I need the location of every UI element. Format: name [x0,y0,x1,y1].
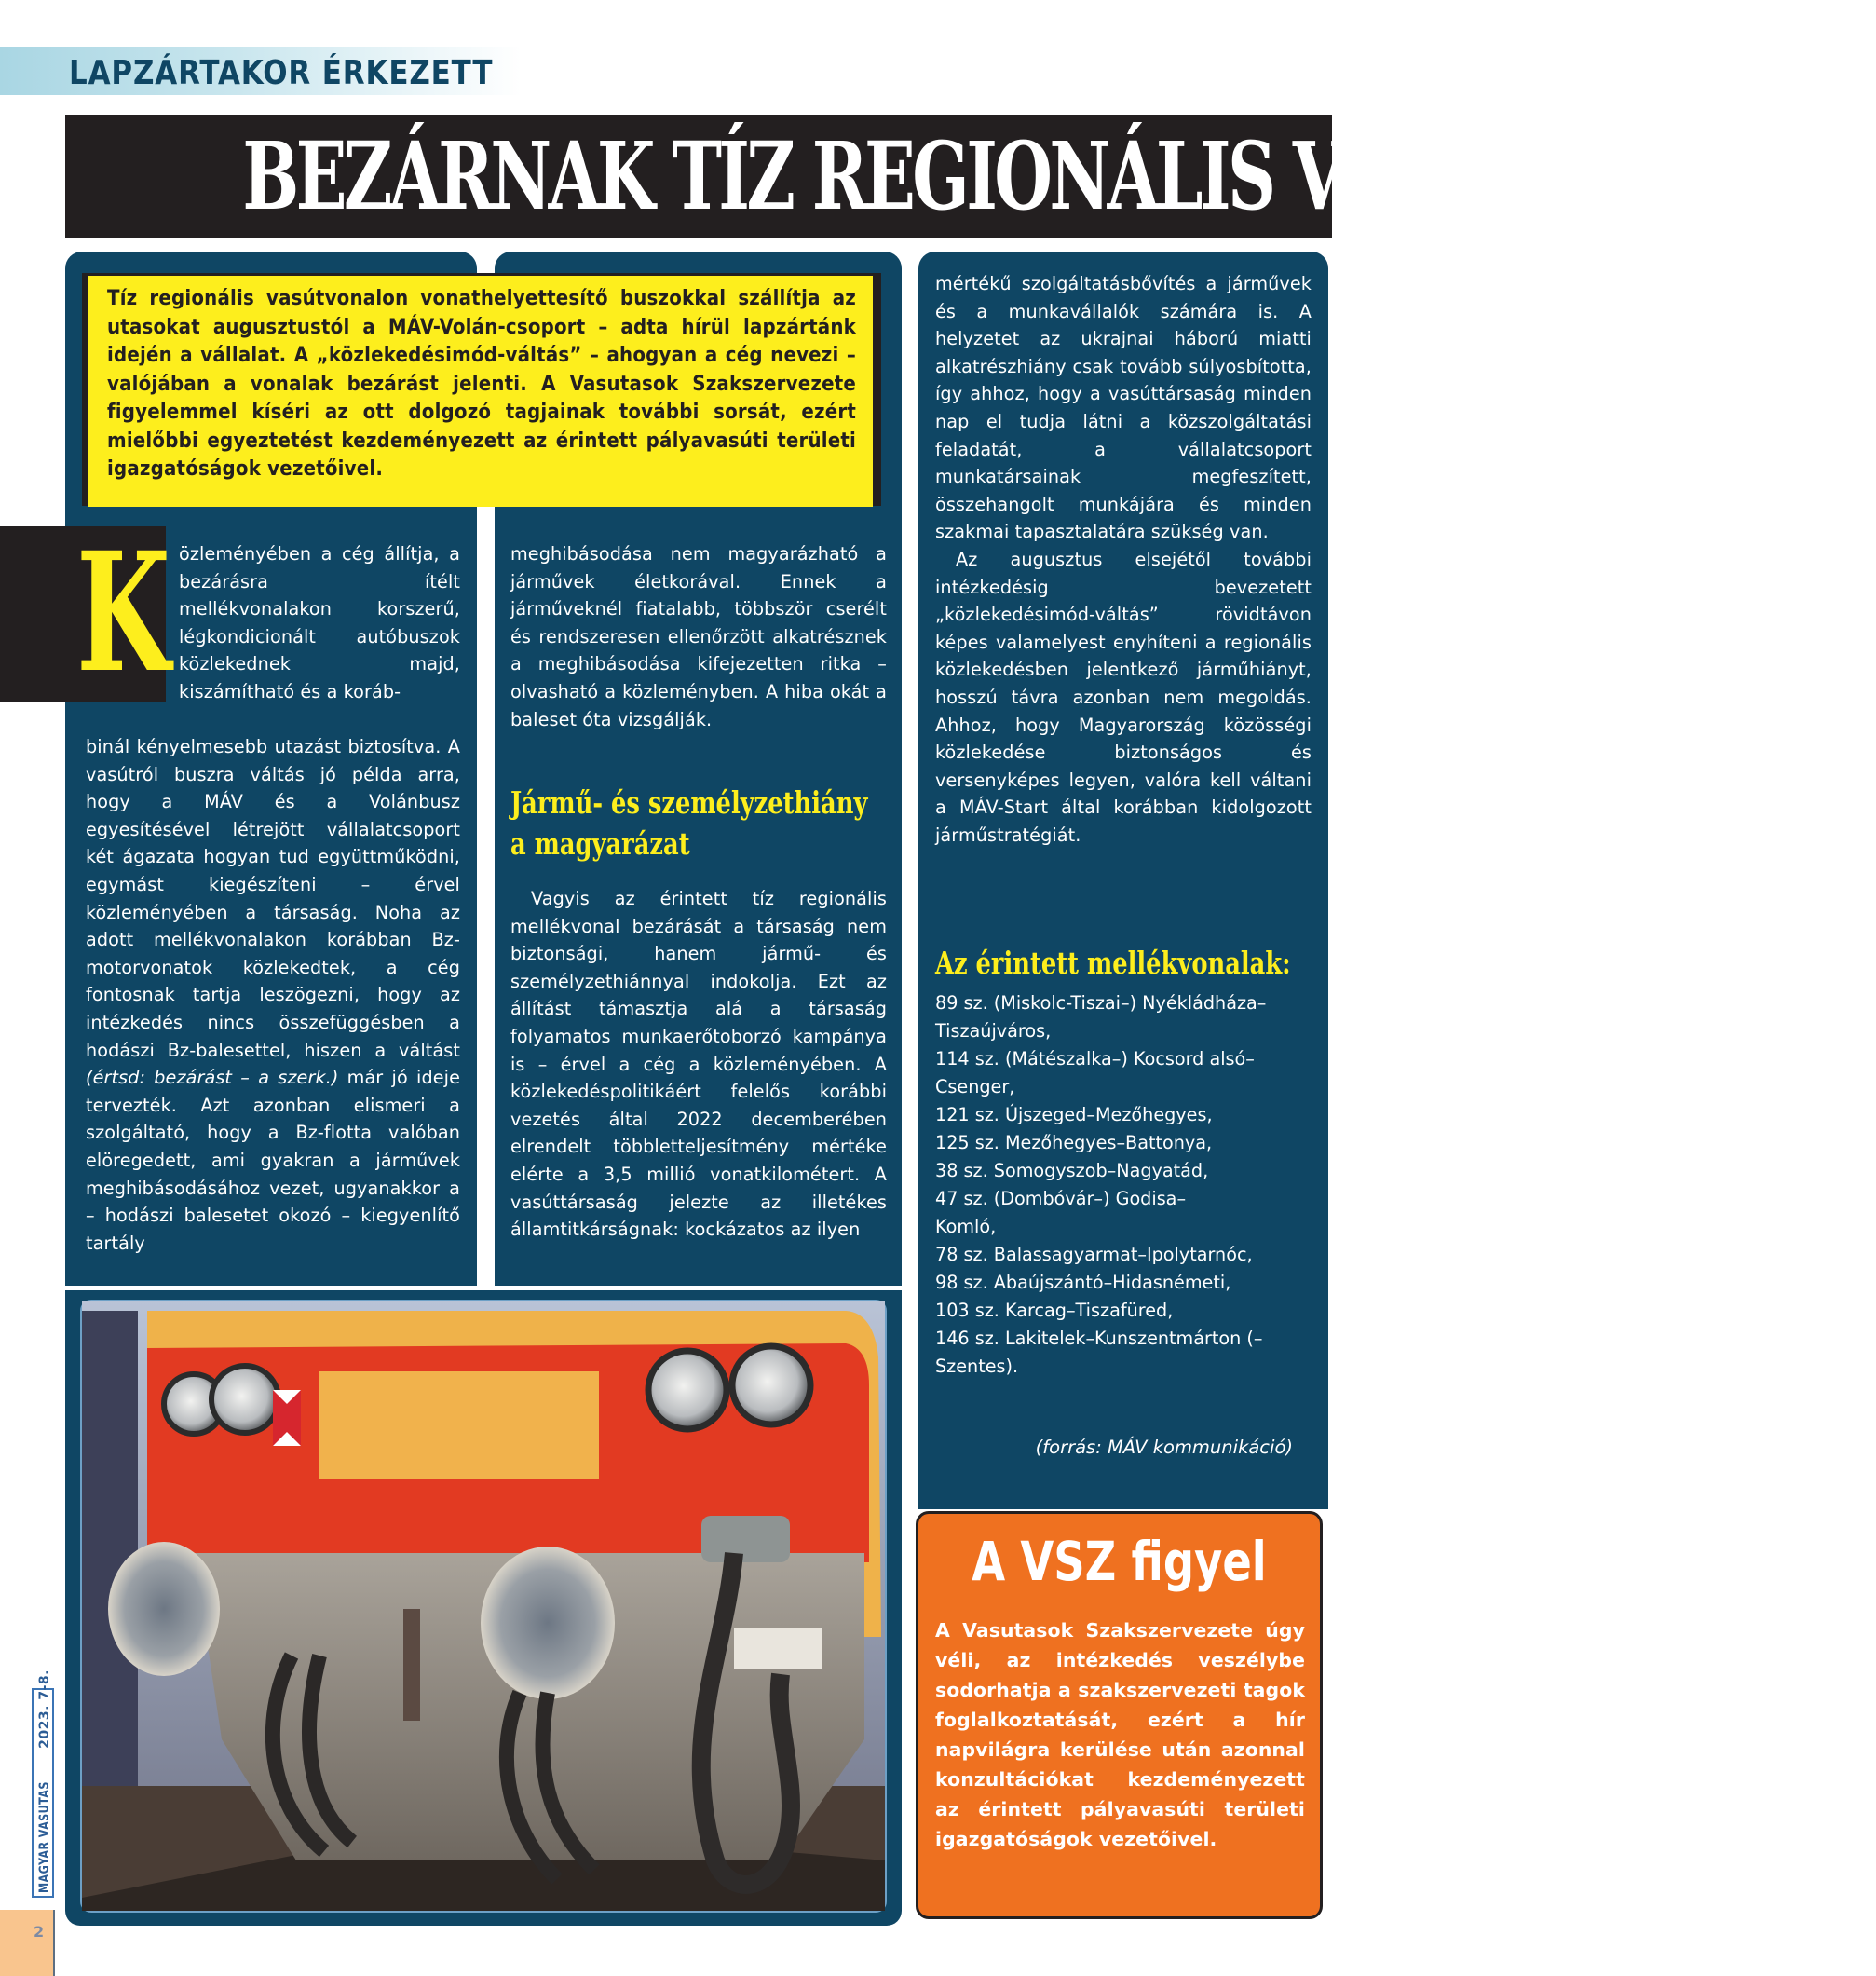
train-illustration [82,1301,885,1911]
paragraph: Az augusztus elsejétől további intézkedésig bevezetett „közlekedésimód-váltás” rövidtávon képes valamelyest enyhíteni a regionális közlekedésben jelentkező járműhiányt, hosszú távra azonban nem megoldás. Ahhoz, hogy Magyarország közösségi közlekedése biztonságos és versenyképes legyen, valóra kell váltani a MÁV-Start által korábban kidolgozott járműstratégiát. [935,548,1312,846]
vsz-title: A VSZ figyel [972,1530,1267,1593]
column-2-body [510,540,887,733]
list-item: 121 sz. Újszeged–Mezőhegyes, [935,1104,1213,1125]
buffer-icon [481,1547,615,1699]
lead-box [88,276,873,507]
section-label: LAPZÁRTAKOR ÉRKEZETT [69,54,494,92]
list-item: 146 sz. Lakitelek–Kunszentmárton (–Szentes). [935,1328,1263,1377]
publication-name: MAGYAR VASUTAS [37,1781,52,1893]
train-photo [80,1300,887,1913]
paragraph: mértékű szolgáltatásbővítés a járművek és a munkavállalók számára is. A helyzetet az ukrajnai háború miatti alkatrészhiány csak tovább súlyosbította, így ahhoz, hogy a vasúttársaság minden nap el tudja látni a közszolgáltatási feladatát, a vállalatcsoport munkatársainak megfeszített, összehangolt munkájára és minden szakmai tapasztalatára szükség van. [935,273,1312,543]
list-item: 98 sz. Abaújszántó–Hidasnémeti, [935,1272,1231,1293]
list-item: 89 sz. (Miskolc-Tiszai–) Nyékládháza–Tiszaújváros, [935,992,1267,1042]
number-plate [734,1628,822,1669]
page-tab [0,1910,55,1976]
dropcap-letter: K [76,516,170,709]
text-run: már jó ideje tervezték. Azt azonban elismeri a szolgáltató, hogy a Bz-flotta valóban elöregedett, ami gyakran a járművek meghibásodásához vezet, ugyanakkor a – hodászi balesetet okozó – kiegyenlítő tartály [86,1067,460,1254]
vsz-sidebar-box [916,1511,1323,1919]
list-item: 78 sz. Balassagyarmat–Ipolytarnóc, [935,1244,1253,1265]
station-pillar [82,1311,138,1795]
headline: BEZÁRNAK TÍZ REGIONÁLIS VASÚTVONALAT [242,121,1876,231]
list-item: 47 sz. (Dombóvár–) Godisa–Komló, [935,1188,1187,1237]
headlamp-icon [211,1366,279,1433]
paragraph: Vagyis az érintett tíz regionális mellékvonal bezárását a társaság nem biztonsági, hanem jármű- és személyzethiánnyal indokolja. Ezt az állítást támasztja alá a társaság folyamatos munkaerőtoborzó kampánya is – érvel a cég a közleményében. A közlekedéspolitikáért felelős korábbi vezetés által 2022 decemberében elrendelt többletteljesítmény mértéke elérte a 3,5 millió vonatkilométert. A vasúttársaság jelezte az illetékes államtitkárságnak: kockázatos az ilyen [510,888,887,1241]
vsz-text: A Vasutasok Szakszervezete úgy véli, az intézkedés veszélybe sodorhatja a szakszervezeti tagok foglalkoztatását, ezért a hír napvilágra kerülése után azonnal konzultációkat kezdeményezett az érintett pályavasúti területi igazgatóságok vezetőivel. [935,1619,1305,1850]
subheading-vehicle-shortage [510,783,874,865]
subheading-text: Jármű- és személyzethiány a magyarázat [510,784,868,862]
column-1-intro [179,540,460,706]
headlamp-icon [732,1346,810,1424]
column-3-body [935,270,1312,849]
lead-text: Tíz regionális vasútvonalon vonathelyettesítő buszokkal szállítja az utasokat augusztustól a MÁV-Volán-csoport – adta hírül lapzártánk idején a vállalat. A „közlekedésimód-váltás” – ahogyan a cég nevezi – valójában a vonalak bezárást jelenti. A Vasutasok Szakszervezete figyelemmel kíséri az ott dolgozó tagjainak további sorsát, ezért mielőbbi egyeztetést kezdeményezett az érintett pályavasúti területi igazgatóságok vezetőivel. [107,287,856,481]
paragraph [86,733,460,1257]
column-2-body-2 [510,885,887,1244]
text-run: binál kényelmesebb utazást biztosítva. A vasútról buszra váltás jó példa arra, hogy a MÁV és a Volánbusz egyesítésével létrejött vállalatcsoport két ágazata hogyan tud együttműködni, egymást kiegészíteni – érvel közleményében a társaság. Noha az adott mellékvonalakon korábban Bz-motorvonatok közlekedtek, a cég fontosnak tartja leszögezni, hogy az intézkedés nincs összefüggésben a hodászi Bz-balesettel, hiszen a váltást [86,736,460,1061]
coupler-socket [701,1516,790,1562]
paragraph: özleményében a cég állítja, a bezárásra ítélt mellékvonalakon korszerű, légkondicionált autóbuszok közlekednek majd, kiszámítható és a koráb- [179,543,460,702]
affected-lines-list [935,989,1317,1381]
publication-label [37,1669,52,1893]
column-1-body [86,733,460,1257]
paragraph: meghibásodása nem magyarázható a járművek életkorával. Ennek a járműveknél fiatalabb, többször cserélt és rendszeresen ellenőrzött alkatrésznek a meghibásodása kifejezetten ritka – olvasható a közleményben. A hiba okát a baleset óta vizsgálják. [510,543,887,730]
editor-note: (értsd: bezárást – a szerk.) [86,1067,339,1089]
list-item: 114 sz. (Mátészalka–) Kocsord alsó–Csenger, [935,1048,1255,1097]
page-number: 2 [34,1923,45,1941]
destination-panel [319,1371,599,1479]
headline-banner [65,115,1876,238]
list-item: 38 sz. Somogyszob–Nagyatád, [935,1160,1209,1181]
headlamp-icon [648,1351,727,1429]
coupling-chain [403,1609,420,1721]
source-credit: (forrás: MÁV kommunikáció) [1035,1437,1293,1458]
issue-label: 2023. 7-8. [37,1669,52,1749]
list-item: 103 sz. Karcag–Tiszafüred, [935,1300,1174,1321]
buffer-icon [108,1542,220,1676]
subheading-affected-lines: Az érintett mellékvonalak: [935,945,1291,981]
list-item: 125 sz. Mezőhegyes–Battonya, [935,1132,1213,1153]
